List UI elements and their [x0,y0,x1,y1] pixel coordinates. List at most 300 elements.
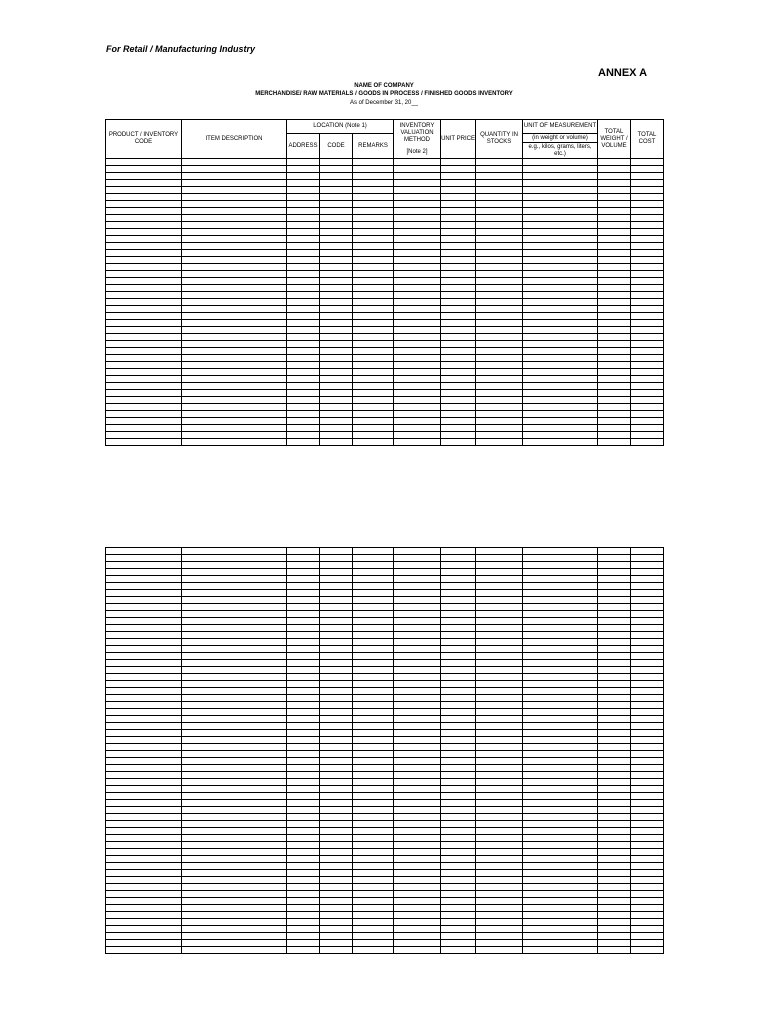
table-cell [106,905,182,912]
table-cell [441,667,476,674]
table-cell [182,257,287,264]
table-cell [441,688,476,695]
table-cell [394,737,441,744]
table-cell [394,632,441,639]
table-cell [441,590,476,597]
table-cell [523,187,598,194]
table-cell [320,208,353,215]
table-cell [523,779,598,786]
table-cell [441,236,476,243]
table-cell [476,639,523,646]
table-cell [523,278,598,285]
table-row [106,299,664,306]
table-cell [287,187,320,194]
table-cell [476,877,523,884]
table-cell [287,201,320,208]
table-cell [476,180,523,187]
table-row [106,215,664,222]
table-cell [476,709,523,716]
table-cell [441,800,476,807]
table-cell [353,369,394,376]
table-cell [106,765,182,772]
table-cell [394,723,441,730]
table-cell [441,765,476,772]
table-cell [106,779,182,786]
table-cell [287,215,320,222]
table-cell [523,590,598,597]
table-row [106,187,664,194]
table-cell [631,208,664,215]
table-cell [320,418,353,425]
table-cell [353,618,394,625]
table-cell [353,222,394,229]
table-cell [394,187,441,194]
table-cell [287,390,320,397]
table-row [106,271,664,278]
table-cell [631,341,664,348]
table-cell [182,863,287,870]
table-cell [523,243,598,250]
table-cell [631,639,664,646]
table-cell [394,744,441,751]
table-cell [353,751,394,758]
col-uom-example: e.g., kilos, grams, liters, etc.) [523,143,598,159]
table-cell [598,222,631,229]
table-cell [523,765,598,772]
table-row [106,814,664,821]
table-cell [394,425,441,432]
table-cell [106,292,182,299]
table-cell [287,432,320,439]
table-cell [631,730,664,737]
table-cell [523,404,598,411]
table-row [106,695,664,702]
table-cell [182,583,287,590]
table-cell [106,555,182,562]
table-cell [320,940,353,947]
table-cell [631,744,664,751]
table-cell [523,299,598,306]
table-cell [353,243,394,250]
table-row [106,590,664,597]
table-cell [182,639,287,646]
table-row [106,418,664,425]
table-cell [320,383,353,390]
table-cell [320,863,353,870]
table-cell [476,842,523,849]
table-cell [182,341,287,348]
table-cell [287,905,320,912]
table-cell [353,646,394,653]
table-cell [631,548,664,555]
table-cell [320,800,353,807]
table-cell [320,404,353,411]
table-cell [476,870,523,877]
table-cell [182,320,287,327]
table-cell [353,334,394,341]
table-cell [631,390,664,397]
table-cell [106,362,182,369]
table-cell [441,856,476,863]
table-cell [598,569,631,576]
table-cell [320,912,353,919]
table-cell [476,751,523,758]
table-cell [394,299,441,306]
table-cell [320,590,353,597]
table-cell [631,674,664,681]
table-row [106,716,664,723]
table-cell [287,243,320,250]
table-row [106,439,664,446]
table-cell [182,828,287,835]
table-cell [106,278,182,285]
table-cell [598,884,631,891]
table-cell [523,639,598,646]
table-cell [287,236,320,243]
table-cell [598,397,631,404]
table-cell [631,716,664,723]
table-cell [394,898,441,905]
table-cell [320,439,353,446]
table-cell [320,555,353,562]
table-cell [631,236,664,243]
table-cell [353,737,394,744]
table-cell [106,334,182,341]
table-cell [106,383,182,390]
table-cell [353,807,394,814]
table-cell [598,555,631,562]
table-cell [320,674,353,681]
table-cell [106,439,182,446]
table-cell [394,576,441,583]
table-cell [320,187,353,194]
table-cell [287,842,320,849]
table-cell [631,604,664,611]
table-cell [631,695,664,702]
table-cell [631,173,664,180]
table-cell [106,849,182,856]
table-cell [476,821,523,828]
table-cell [598,236,631,243]
table-cell [106,222,182,229]
table-cell [287,856,320,863]
table-row [106,285,664,292]
table-cell [631,250,664,257]
table-cell [287,278,320,285]
table-cell [631,334,664,341]
table-cell [598,625,631,632]
table-cell [441,674,476,681]
table-cell [106,709,182,716]
table-row [106,432,664,439]
table-cell [631,758,664,765]
table-cell [182,646,287,653]
table-cell [394,257,441,264]
table-cell [523,772,598,779]
table-cell [287,709,320,716]
table-cell [441,716,476,723]
table-cell [476,891,523,898]
table-cell [394,341,441,348]
table-cell [320,166,353,173]
table-cell [523,807,598,814]
table-cell [320,877,353,884]
table-cell [631,737,664,744]
table-cell [394,828,441,835]
table-cell [106,814,182,821]
table-cell [182,891,287,898]
table-cell [476,919,523,926]
table-cell [631,369,664,376]
table-cell [598,299,631,306]
table-cell [394,800,441,807]
table-cell [598,849,631,856]
table-cell [353,229,394,236]
table-cell [106,201,182,208]
table-cell [441,751,476,758]
table-row [106,737,664,744]
table-cell [182,926,287,933]
table-cell [631,884,664,891]
table-cell [598,667,631,674]
table-cell [631,222,664,229]
table-cell [476,187,523,194]
table-cell [476,667,523,674]
table-cell [441,548,476,555]
table-cell [476,236,523,243]
table-cell [320,828,353,835]
table-row [106,208,664,215]
table-cell [287,166,320,173]
table-cell [523,835,598,842]
table-cell [523,646,598,653]
table-cell [598,877,631,884]
table-cell [353,758,394,765]
table-cell [523,341,598,348]
table-cell [182,299,287,306]
table-cell [631,590,664,597]
table-cell [631,933,664,940]
table-cell [320,341,353,348]
table-cell [598,835,631,842]
table-cell [182,306,287,313]
table-cell [476,926,523,933]
table-cell [106,723,182,730]
table-cell [598,597,631,604]
table-cell [523,667,598,674]
col-total-cost: TOTAL COST [631,120,664,159]
table-cell [394,334,441,341]
table-cell [353,576,394,583]
table-cell [598,912,631,919]
table-cell [598,194,631,201]
table-cell [441,702,476,709]
table-cell [353,320,394,327]
table-cell [523,411,598,418]
table-cell [523,821,598,828]
table-cell [182,418,287,425]
table-cell [523,236,598,243]
table-cell [182,425,287,432]
table-cell [631,299,664,306]
table-cell [287,404,320,411]
table-cell [441,250,476,257]
table-cell [320,716,353,723]
table-cell [353,765,394,772]
table-cell [476,940,523,947]
table-cell [106,159,182,166]
table-cell [598,548,631,555]
table-cell [476,201,523,208]
table-cell [441,618,476,625]
table-cell [182,702,287,709]
table-cell [631,320,664,327]
table-cell [353,849,394,856]
table-cell [182,376,287,383]
table-row [106,933,664,940]
table-cell [523,362,598,369]
table-row [106,604,664,611]
table-cell [523,681,598,688]
table-cell [523,285,598,292]
table-cell [287,418,320,425]
table-cell [631,765,664,772]
table-cell [598,611,631,618]
table-cell [631,751,664,758]
table-cell [320,849,353,856]
table-cell [353,285,394,292]
table-cell [182,793,287,800]
table-cell [106,306,182,313]
table-cell [106,828,182,835]
table-cell [476,583,523,590]
table-row [106,863,664,870]
table-cell [523,320,598,327]
table-cell [106,264,182,271]
table-cell [631,597,664,604]
table-cell [106,660,182,667]
table-cell [182,884,287,891]
table-cell [320,348,353,355]
table-row [106,709,664,716]
table-cell [523,653,598,660]
table-cell [287,751,320,758]
table-cell [598,793,631,800]
table-cell [441,569,476,576]
inventory-title: MERCHANDISE/ RAW MATERIALS / GOODS IN PROCESS / FINISHED GOODS INVENTORY [255,91,513,97]
table-cell [353,793,394,800]
table-cell [631,898,664,905]
table-cell [106,884,182,891]
table-cell [394,362,441,369]
table-cell [287,306,320,313]
table-cell [353,898,394,905]
table-cell [287,299,320,306]
table-cell [394,653,441,660]
table-cell [106,257,182,264]
table-cell [320,376,353,383]
table-cell [353,555,394,562]
table-cell [182,278,287,285]
table-cell [106,730,182,737]
table-cell [353,863,394,870]
table-cell [182,432,287,439]
table-cell [287,653,320,660]
table-cell [287,439,320,446]
table-cell [476,905,523,912]
table-cell [394,208,441,215]
table-cell [106,355,182,362]
table-cell [523,166,598,173]
table-cell [441,439,476,446]
table-cell [598,821,631,828]
col-unit-price: UNIT PRICE [441,120,476,159]
table-cell [476,555,523,562]
table-cell [631,926,664,933]
table-cell [353,278,394,285]
table-cell [441,320,476,327]
table-cell [320,814,353,821]
table-cell [476,947,523,954]
table-row [106,884,664,891]
table-cell [287,800,320,807]
table-cell [320,194,353,201]
table-cell [106,562,182,569]
table-cell [598,646,631,653]
table-cell [353,187,394,194]
table-cell [394,807,441,814]
table-cell [476,933,523,940]
table-cell [598,842,631,849]
table-cell [476,208,523,215]
table-cell [353,341,394,348]
table-cell [476,835,523,842]
table-cell [523,674,598,681]
table-cell [106,646,182,653]
table-row [106,667,664,674]
table-cell [106,877,182,884]
table-cell [441,737,476,744]
table-cell [523,562,598,569]
table-cell [287,891,320,898]
table-cell [353,327,394,334]
table-cell [106,404,182,411]
table-cell [182,758,287,765]
table-cell [598,737,631,744]
table-cell [353,856,394,863]
table-cell [394,681,441,688]
table-cell [523,695,598,702]
table-row [106,194,664,201]
table-cell [106,716,182,723]
table-cell [523,159,598,166]
table-cell [394,772,441,779]
table-cell [182,597,287,604]
table-cell [441,842,476,849]
table-cell [394,835,441,842]
table-cell [320,625,353,632]
table-cell [598,327,631,334]
table-cell [631,856,664,863]
table-cell [631,583,664,590]
table-cell [631,870,664,877]
table-cell [523,604,598,611]
table-cell [320,243,353,250]
table-cell [523,933,598,940]
table-cell [441,292,476,299]
table-cell [631,660,664,667]
table-row [106,849,664,856]
